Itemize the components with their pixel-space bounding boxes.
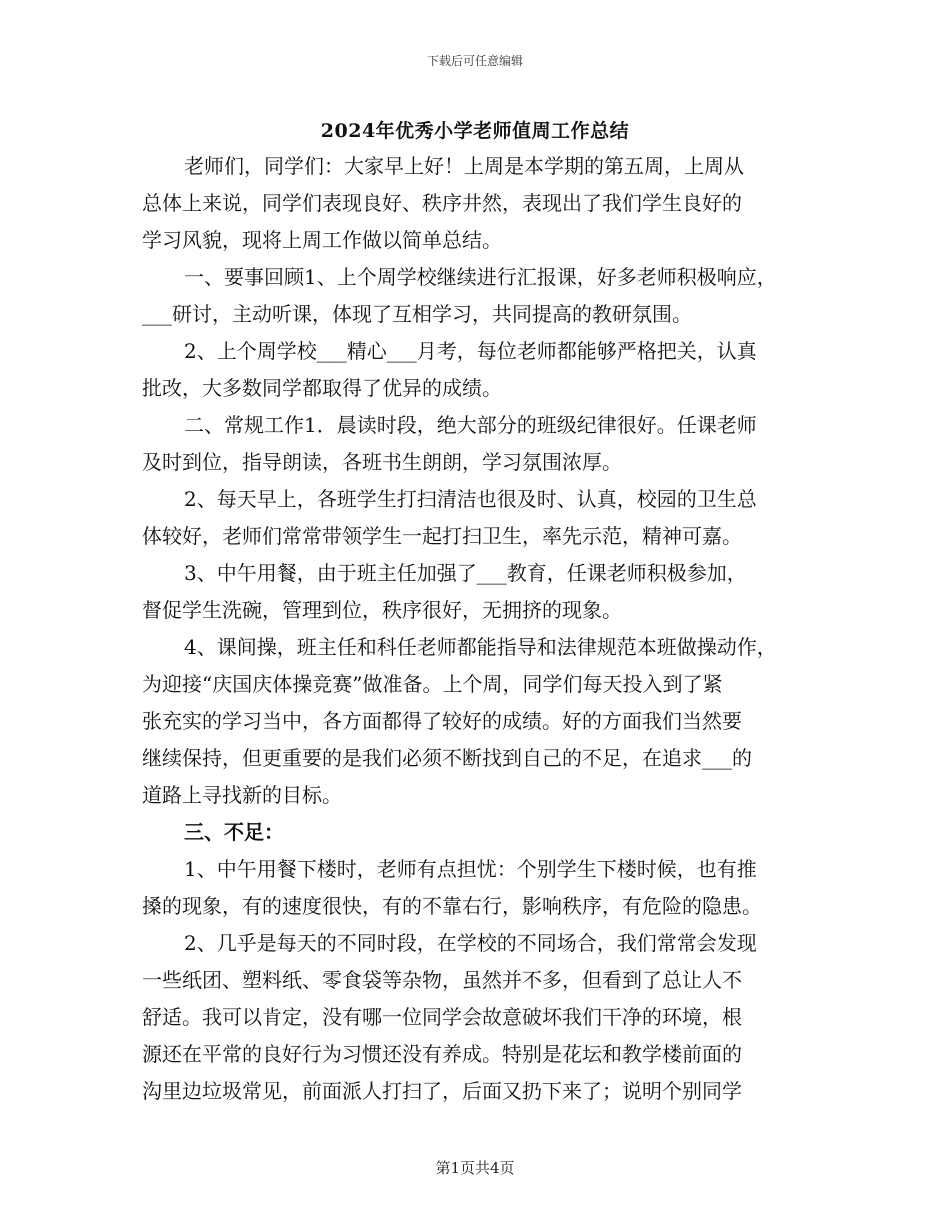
paragraph-line: 2、每天早上，各班学生打扫清洁也很及时、认真，校园的卫生总 (184, 487, 757, 511)
paragraph-line: 3、中午用餐，由于班主任加强了___教育，任课老师积极参加， (184, 561, 747, 585)
paragraph-line: 体较好，老师们常常带领学生一起打扫卫生，率先示范，精神可嘉。 (142, 524, 742, 548)
paragraph-line: 张充实的学习当中，各方面都得了较好的成绩。好的方面我们当然要 (142, 709, 742, 733)
paragraph-line: 学习风貌，现将上周工作做以简单总结。 (142, 228, 502, 252)
paragraph-line: 搡的现象，有的速度很快，有的不靠右行，影响秩序，有危险的隐患。 (142, 894, 762, 918)
paragraph-line: 沟里边垃圾常见，前面派人打扫了，后面又扔下来了；说明个别同学 (142, 1079, 742, 1103)
page-header-note: 下载后可任意编辑 (426, 54, 523, 68)
paragraph-line: 4、课间操，班主任和科任老师都能指导和法律规范本班做操动作， (184, 635, 777, 659)
paragraph-line: 2、几乎是每天的不同时段，在学校的不同场合，我们常常会发现 (184, 931, 757, 955)
paragraph-line: ___研讨，主动听课，体现了互相学习，共同提高的教研氛围。 (142, 302, 692, 326)
page-number: 第1页共4页 (435, 1159, 515, 1177)
paragraph-line: 二、常规工作1．晨读时段，绝大部分的班级纪律很好。任课老师 (184, 413, 757, 437)
paragraph-line: 继续保持，但更重要的是我们必须不断找到自己的不足，在追求___的 (142, 746, 752, 770)
paragraph-line: 总体上来说，同学们表现良好、秩序井然，表现出了我们学生良好的 (142, 191, 742, 215)
paragraph-line: 2、上个周学校___精心___月考，每位老师都能够严格把关，认真 (184, 339, 757, 363)
section-heading: 三、不足： (184, 820, 284, 844)
paragraph-line: 为迎接“庆国庆体操竞赛”做准备。上个周，同学们每天投入到了紧 (142, 672, 723, 696)
paragraph-line: 老师们，同学们：大家早上好！上周是本学期的第五周，上周从 (184, 154, 744, 178)
paragraph-line: 舒适。我可以肯定，没有哪一位同学会故意破坏我们干净的环境，根 (142, 1005, 742, 1029)
document-body (142, 148, 822, 1110)
paragraph-line: 道路上寻找新的目标。 (142, 783, 342, 807)
paragraph-line: 及时到位，指导朗读，各班书生朗朗，学习氛围浓厚。 (142, 450, 622, 474)
paragraph-line: 督促学生洗碗，管理到位，秩序很好，无拥挤的现象。 (142, 598, 622, 622)
paragraph-line: 批改，大多数同学都取得了优异的成绩。 (142, 376, 502, 400)
document-title: 2024年优秀小学老师值周工作总结 (320, 120, 630, 142)
paragraph-line: 一些纸团、塑料纸、零食袋等杂物，虽然并不多，但看到了总让人不 (142, 968, 742, 992)
paragraph-line: 1、中午用餐下楼时，老师有点担忧：个别学生下楼时候，也有推 (184, 857, 757, 881)
paragraph-line: 源还在平常的良好行为习惯还没有养成。特别是花坛和教学楼前面的 (142, 1042, 742, 1066)
paragraph-line: 一、要事回顾1、上个周学校继续进行汇报课，好多老师积极响应， (184, 265, 777, 289)
